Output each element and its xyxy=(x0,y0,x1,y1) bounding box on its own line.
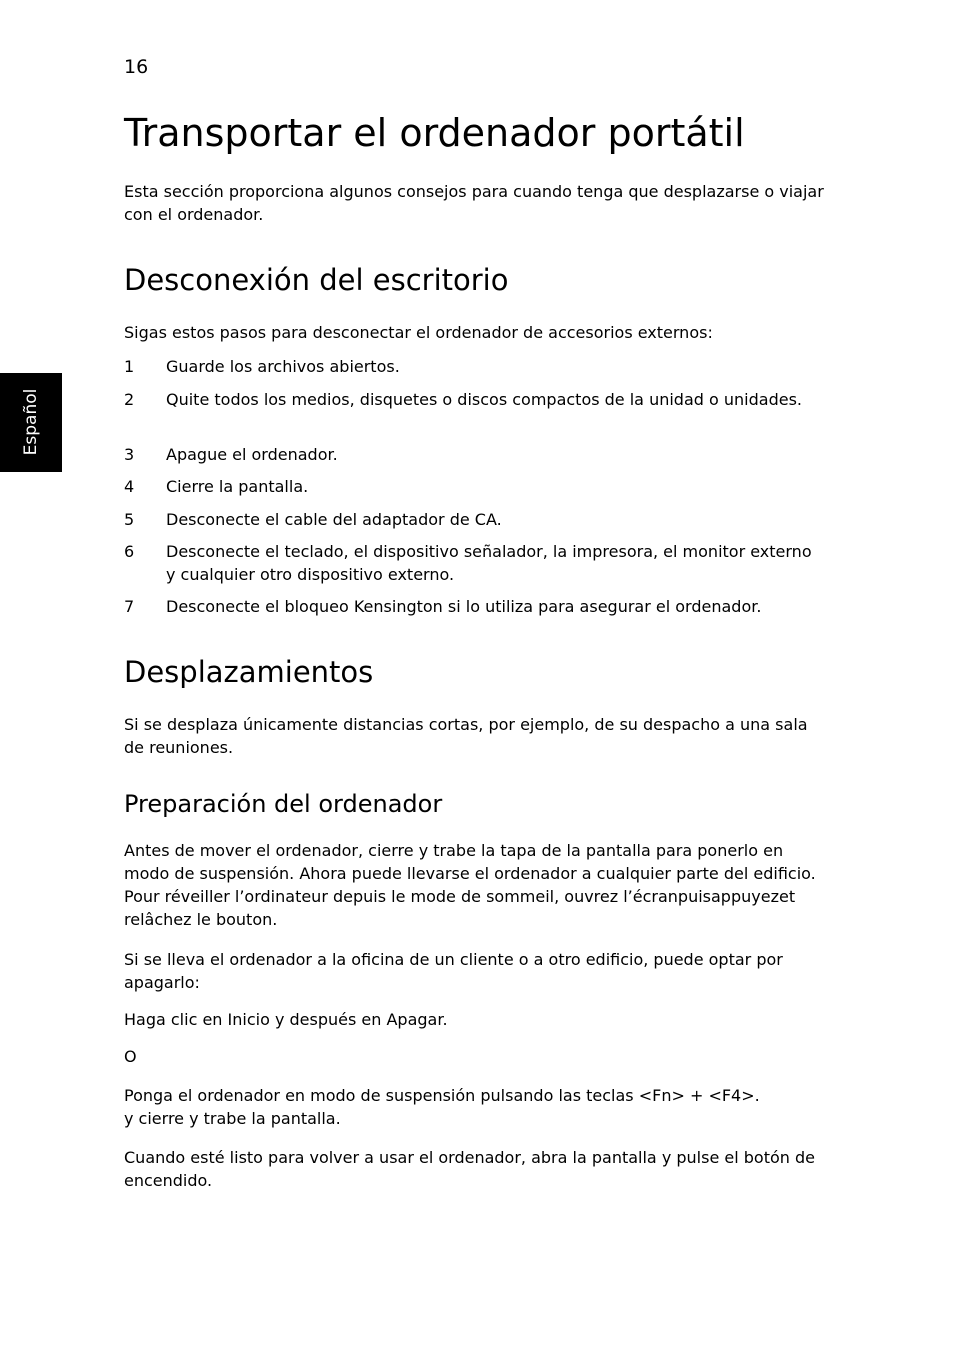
menu-term-inicio: Inicio xyxy=(227,1010,270,1029)
page-title: Transportar el ordenador portátil xyxy=(124,111,745,155)
list-item-number: 2 xyxy=(124,390,135,409)
menu-term-apagar: Apagar xyxy=(386,1010,443,1029)
paragraph-preparacion-2: Si se lleva el ordenador a la oficina de un cliente o a otro edificio, puede optar por apagarlo: xyxy=(124,950,783,992)
section-heading-desconexion: Desconexión del escritorio xyxy=(124,263,509,297)
list-item-number: 5 xyxy=(124,510,135,529)
text-segment: y después en xyxy=(269,1010,387,1029)
language-tab xyxy=(0,373,62,472)
subsection-heading-preparacion: Preparación del ordenador xyxy=(124,790,443,818)
section-heading-desplazamientos: Desplazamientos xyxy=(124,655,374,689)
paragraph-preparacion-1: Antes de mover el ordenador, cierre y trabe la tapa de la pantalla para ponerlo en modo de suspensión. Ahora puede llevarse el ordenador a cualquier parte del edificio. Pour réveiller l’ordinateur depuis le mode de sommeil, ouvrez l’écranpuisappuyezet relâchez le bouton. xyxy=(124,841,816,929)
list-item-text: Desconecte el bloqueo Kensington si lo utiliza para asegurar el ordenador. xyxy=(166,597,762,616)
paragraph-suspension xyxy=(124,1084,824,1130)
section-lead-desconexion: Sigas estos pasos para desconectar el ordenador de accesorios externos: xyxy=(124,323,713,342)
list-item-text: Guarde los archivos abiertos. xyxy=(166,357,400,376)
paragraph-volver-usar: Cuando esté listo para volver a usar el ordenador, abra la pantalla y pulse el botón de encendido. xyxy=(124,1148,815,1190)
text-segment: . xyxy=(442,1010,448,1029)
section-lead-desplazamientos: Si se desplaza únicamente distancias cortas, por ejemplo, de su despacho a una sala de reuniones. xyxy=(124,715,808,757)
list-item-number: 1 xyxy=(124,357,135,376)
text-segment: Haga clic en xyxy=(124,1010,228,1029)
list-item-text: Cierre la pantalla. xyxy=(166,477,309,496)
text-segment: Ponga el ordenador en modo de suspensión pulsando las teclas xyxy=(124,1086,639,1105)
list-item-text: Apague el ordenador. xyxy=(166,445,338,464)
list-item-text: Quite todos los medios, disquetes o discos compactos de la unidad o unidades. xyxy=(166,390,802,409)
list-item-text: Desconecte el cable del adaptador de CA. xyxy=(166,510,502,529)
list-item-number: 6 xyxy=(124,542,135,561)
list-item-text: Desconecte el teclado, el dispositivo señalador, la impresora, el monitor externo y cualquier otro dispositivo externo. xyxy=(166,542,812,584)
intro-paragraph: Esta sección proporciona algunos consejos para cuando tenga que desplazarse o viajar con el ordenador. xyxy=(124,182,824,224)
text-segment: y cierre y trabe la pantalla. xyxy=(124,1109,341,1128)
page-number: 16 xyxy=(124,56,149,78)
text-segment: . xyxy=(754,1086,760,1105)
list-item-number: 4 xyxy=(124,477,135,496)
paragraph-instruccion-apagar xyxy=(124,1008,824,1031)
or-separator: O xyxy=(124,1047,137,1066)
list-item-number: 3 xyxy=(124,445,135,464)
list-item-number: 7 xyxy=(124,597,135,616)
language-tab-label: Español xyxy=(21,388,41,456)
key-combination: <Fn> + <F4> xyxy=(638,1086,755,1105)
